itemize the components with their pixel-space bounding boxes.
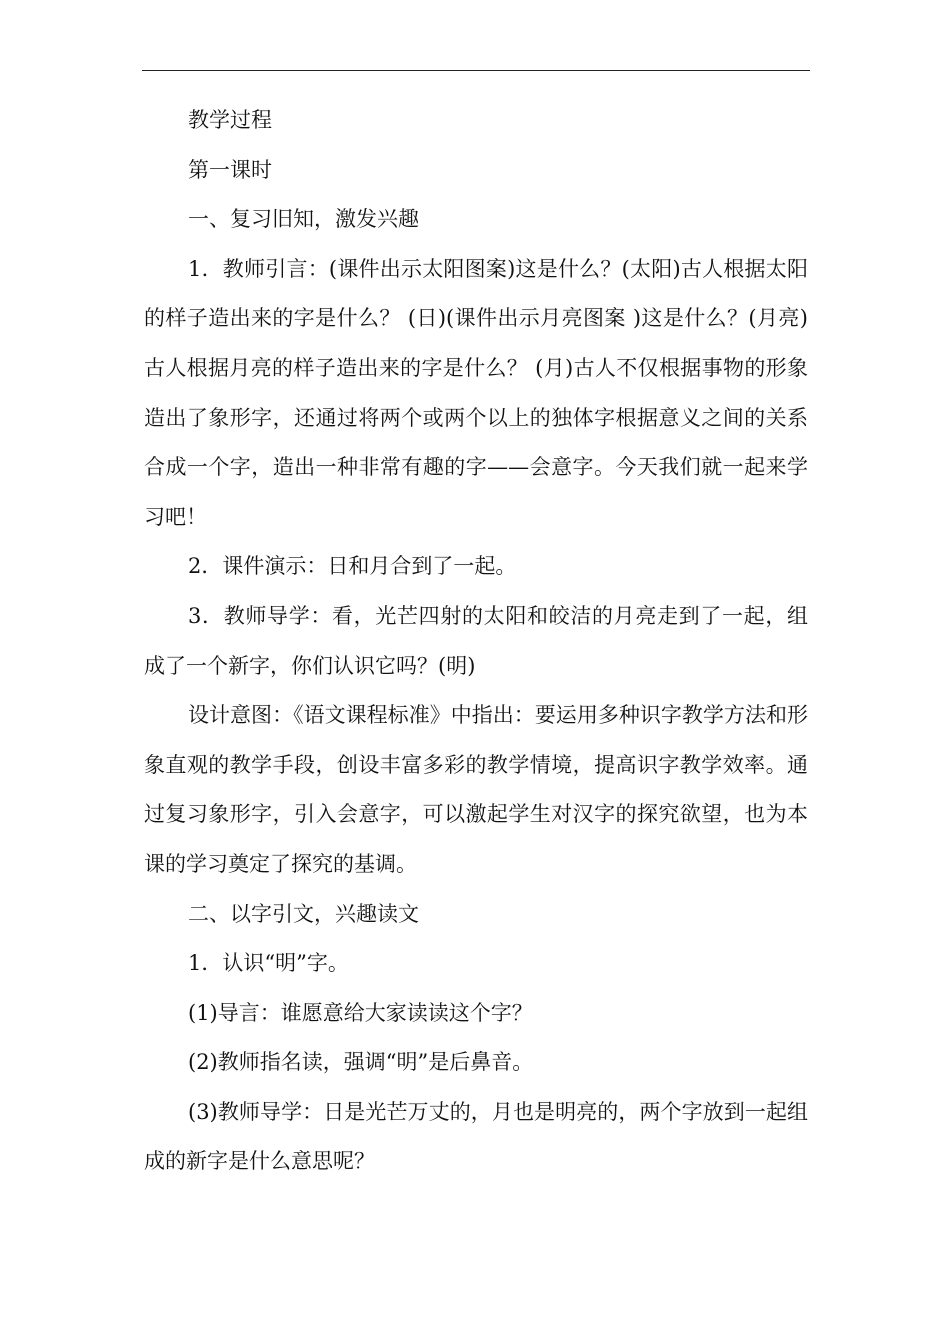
header-rule [142,70,810,71]
part-heading-review: 一、复习旧知，激发兴趣 [188,207,419,232]
lesson-heading: 第一课时 [188,157,272,182]
list-item-intro-question: (1)导言：谁愿意给大家读读这个字？ [188,1000,533,1025]
paragraph-design-intent: 设计意图：《语文课程标准》中指出：要运用多种识字教学方法和形象直观的教学手段，创设丰富多彩的教学情境，提高识字教学效率。通过复习象形字，引入会意字，可以激起学生对汉字的探究欲望，也为本课的学习奠定了探究的基调。 [144,703,808,876]
paragraph-teacher-intro: 1．教师引言：(课件出示太阳图案)这是什么？(太阳)古人根据太阳的样子造出来的字是什么？ (日)(课件出示月亮图案 )这是什么？(月亮)古人根据月亮的样子造出来的字是什么？ (月)古人不仅根据事物的形象造出了象形字，还通过将两个或两个以上的独体字根据意义之间的关系合成一个字，造出一种非常有趣的字——会意字。今天我们就一起来学习吧！ [144,256,808,529]
paragraph-courseware-demo: 2．课件演示：日和月合到了一起。 [188,554,517,579]
list-item-meaning: (3)教师导学：日是光芒万丈的，月也是明亮的，两个字放到一起组成的新字是什么意思呢？ [144,1099,808,1174]
part-heading-reading: 二、以字引文，兴趣读文 [188,901,419,926]
list-item-pronunciation: (2)教师指名读，强调“明”是后鼻音。 [188,1050,534,1075]
section-heading-process: 教学过程 [188,108,272,132]
document-body [144,96,808,1187]
list-item-recognize-ming: 1．认识“明”字。 [188,951,349,976]
paragraph-teacher-guide: 3．教师导学：看，光芒四射的太阳和皎洁的月亮走到了一起，组成了一个新字，你们认识它吗？(明) [144,603,808,678]
